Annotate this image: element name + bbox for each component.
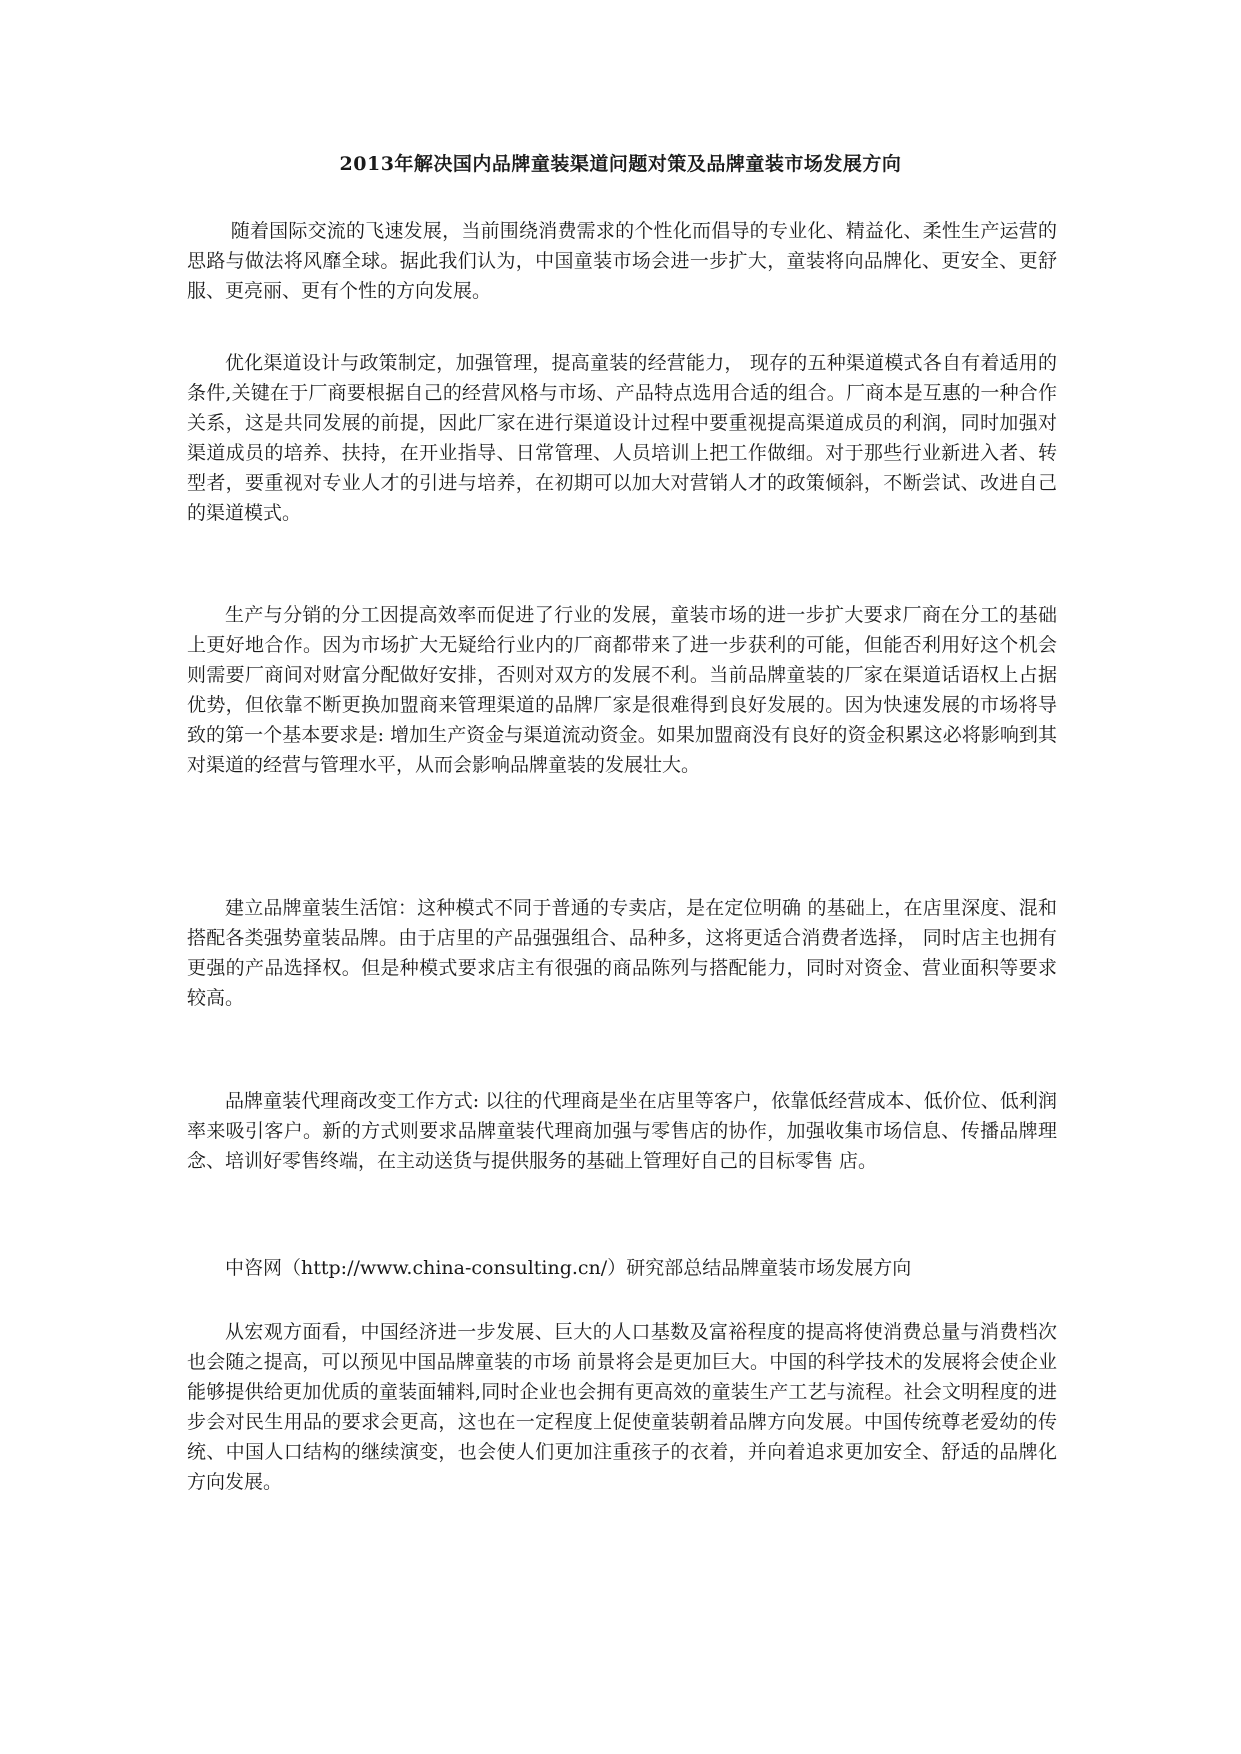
paragraph: 随着国际交流的飞速发展，当前围绕消费需求的个性化而倡导的专业化、精益化、柔性生产运营的思路与做法将风靡全球。据此我们认为，中国童装市场会进一步扩大，童装将向品牌化、更安全、更舒服、更亮丽、更有个性的方向发展。 — [187, 220, 1057, 302]
paragraph: 优化渠道设计与政策制定，加强管理，提高童装的经营能力， 现存的五种渠道模式各自有着适用的条件,关键在于厂商要根据自己的经营风格与市场、产品特点选用合适的组合。厂商本是互惠的一种合作关系，这是共同发展的前提，因此厂家在进行渠道设计过程中要重视提高渠道成员的利润，同时加强对渠道成员的培养、扶持，在开业指导、日常管理、人员培训上把工作做细。对于那些行业新进入者、转型者，要重视对专业人才的引进与培养，在初期可以加大对营销人才的政策倾斜，不断尝试、改进自己的渠道模式。 — [187, 352, 1057, 524]
paragraph: 品牌童装代理商改变工作方式: 以往的代理商是坐在店里等客户，依靠低经营成本、低价位、低利润率来吸引客户。新的方式则要求品牌童装代理商加强与零售店的协作，加强收集市场信息、传播品牌理念、培训好零售终端，在主动送货与提供服务的基础上管理好自己的目标零售 店。 — [187, 1090, 1057, 1172]
paragraph: 生产与分销的分工因提高效率而促进了行业的发展，童装市场的进一步扩大要求厂商在分工的基础上更好地合作。因为市场扩大无疑给行业内的厂商都带来了进一步获利的可能，但能否利用好这个机会则需要厂商间对财富分配做好安排，否则对双方的发展不利。当前品牌童装的厂家在渠道话语权上占据优势，但依靠不断更换加盟商来管理渠道的品牌厂家是很难得到良好发展的。因为快速发展的市场将导致的第一个基本要求是: 增加生产资金与渠道流动资金。如果加盟商没有良好的资金积累这必将影响到其对渠道的经营与管理水平，从而会影响品牌童装的发展壮大。 — [187, 604, 1057, 776]
paragraph: 建立品牌童装生活馆：这种模式不同于普通的专卖店，是在定位明确 的基础上，在店里深度、混和搭配各类强势童装品牌。由于店里的产品强强组合、品种多，这将更适合消费者选择， 同时店主也拥有更强的产品选择权。但是种模式要求店主有很强的商品陈列与搭配能力，同时对资金、营业面积等要求较高。 — [187, 897, 1057, 1009]
paragraph: 中咨网（http://www.china-consulting.cn/）研究部总结品牌童装市场发展方向 — [225, 1257, 912, 1279]
document-title: 2013年解决国内品牌童装渠道问题对策及品牌童装市场发展方向 — [339, 153, 902, 175]
paragraph: 从宏观方面看，中国经济进一步发展、巨大的人口基数及富裕程度的提高将使消费总量与消费档次也会随之提高，可以预见中国品牌童装的市场 前景将会是更加巨大。中国的科学技术的发展将会使企业能够提供给更加优质的童装面辅料,同时企业也会拥有更高效的童装生产工艺与流程。社会文明程度的进步会对民生用品的要求会更高，这也在一定程度上促使童装朝着品牌方向发展。中国传统尊老爱幼的传统、中国人口结构的继续演变，也会使人们更加注重孩子的衣着，并向着追求更加安全、舒适的品牌化方向发展。 — [187, 1321, 1057, 1493]
